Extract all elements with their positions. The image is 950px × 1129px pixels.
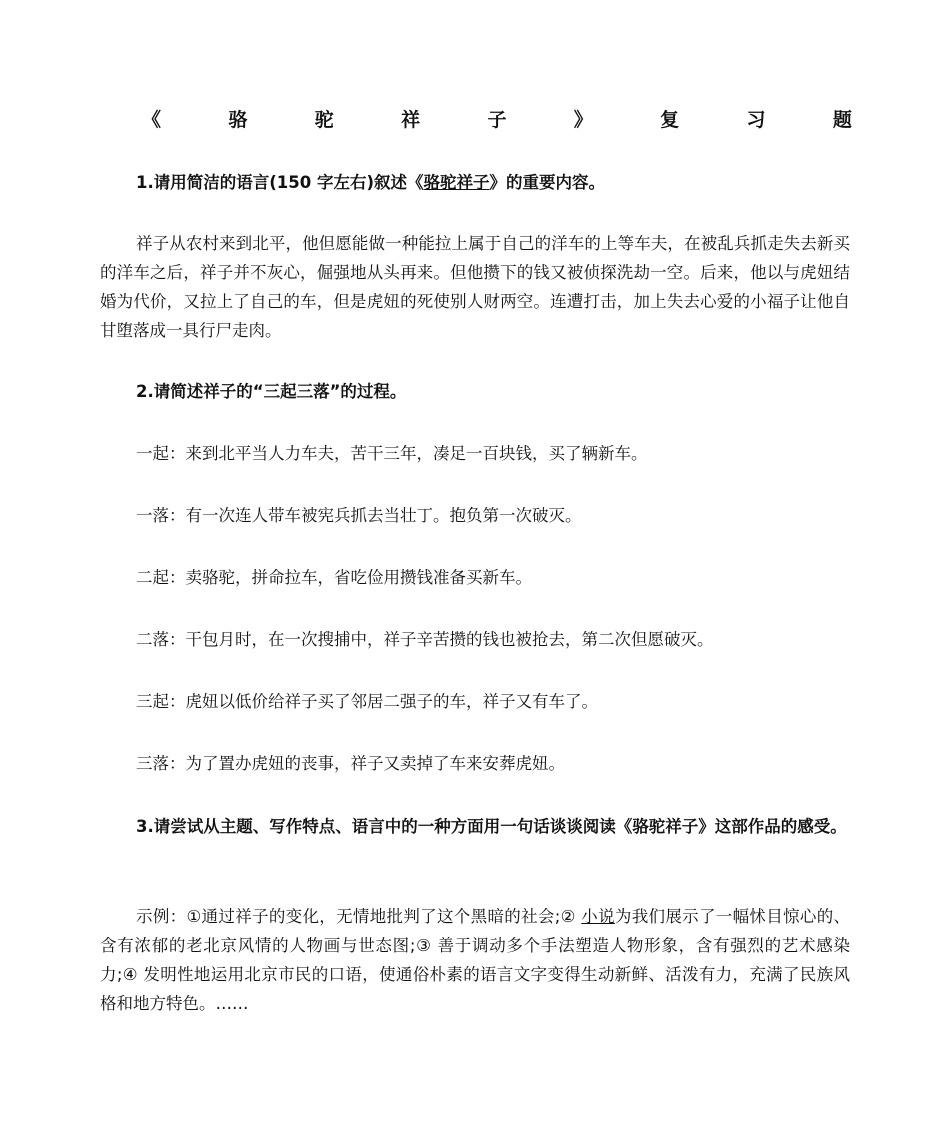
question-2: 2.请简述祥子的“三起三落”的过程。: [136, 382, 407, 401]
question-1-prefix: 1.请用简洁的语言(150 字左右)叙述《: [136, 173, 424, 192]
answer-2-line: 一落：有一次连人带车被宪兵抓去当壮丁。抱负第一次破灭。: [136, 506, 582, 525]
question-3: 3.请尝试从主题、写作特点、语言中的一种方面用一句话谈谈阅读《骆驼祥子》这部作品的感受。: [136, 817, 847, 836]
answer-2-line: 二落：干包月时，在一次搜捕中，祥子辛苦攒的钱也被抢去，第二次但愿破灭。: [136, 630, 714, 649]
title-char: 子: [487, 109, 507, 131]
answer-3-prefix: 示例：①通过祥子的变化，无情地批判了这个黑暗的社会;②: [136, 907, 582, 926]
answer-1: 祥子从农村来到北平，他但愿能做一种能拉上属于自己的洋车的上等车夫，在被乱兵抓走失去新买的洋车之后，祥子并不灰心，倔强地从头再来。但他攒下的钱又被侦探洗劫一空。后来，他以与虎妞结婚为代价，又拉上了自己的车，但是虎妞的死使别人财两空。连遭打击，加上失去心爱的小福子让他自甘堕落成一具行尸走肉。: [100, 234, 850, 340]
title-char: 驼: [314, 109, 334, 131]
answer-2-line: 一起：来到北平当人力车夫，苦干三年，凑足一百块钱，买了辆新车。: [136, 444, 648, 463]
title-char: 祥: [401, 109, 421, 131]
question-1-suffix: 》的重要内容。: [489, 173, 606, 192]
book-title-link[interactable]: 骆驼祥子: [423, 173, 490, 192]
title-char: 习: [746, 109, 766, 131]
novel-link[interactable]: 小说: [581, 907, 615, 926]
page-title: [142, 106, 852, 134]
title-char: 《: [142, 109, 162, 131]
title-char: 骆: [228, 109, 248, 131]
answer-3: [100, 902, 850, 1018]
question-1: [100, 168, 850, 197]
answer-2-line: 三落：为了置办虎妞的丧事，祥子又卖掉了车来安葬虎妞。: [136, 754, 565, 773]
title-char: 》: [573, 109, 593, 131]
answer-3-suffix: 为我们展示了一幅怵目惊心的、含有浓郁的老北京风情的人物画与世态图;③ 善于调动多个手法塑造人物形象，含有强烈的艺术感染力;④ 发明性地运用北京市民的口语，使通俗朴素的语言文字变得生动新鲜、活泼有力，充满了民族风格和地方特色。……: [100, 907, 851, 1013]
title-char: 复: [660, 109, 680, 131]
answer-2-line: 三起：虎妞以低价给祥子买了邻居二强子的车，祥子又有车了。: [136, 692, 598, 711]
answer-2-line: 二起：卖骆驼，拼命拉车，省吃俭用攒钱准备买新车。: [136, 568, 532, 587]
title-char: 题: [832, 109, 852, 131]
